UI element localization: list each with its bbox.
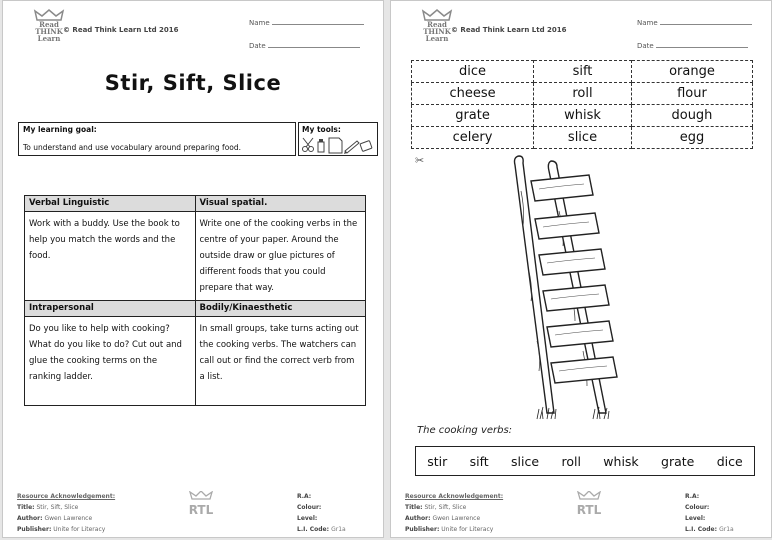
ack-title-value: Stir, Sift, Slice (36, 504, 79, 511)
ack-author-label: Author: (17, 515, 43, 522)
copyright: © Read Think Learn Ltd 2016 (451, 26, 567, 34)
name-field[interactable] (249, 17, 364, 27)
goal-heading: My learning goal: (23, 125, 97, 134)
resource-acknowledgement (17, 491, 115, 535)
ack-author-value: Gwen Lawrence (432, 515, 481, 522)
rtl-text: RTL (188, 503, 214, 517)
tools-icons (301, 136, 373, 154)
worksheet-page-1 (2, 0, 384, 538)
ack-heading: Resource Acknowledgement: (17, 493, 116, 500)
ra-label: R.A: (685, 493, 700, 500)
lcode-value: Gr1a (331, 526, 346, 533)
read-think-learn-logo (421, 9, 453, 53)
read-think-learn-logo (33, 9, 65, 53)
resource-details (685, 491, 734, 535)
resource-details (297, 491, 346, 535)
verb-item[interactable]: stir (427, 453, 448, 469)
grid-text-bodily: In small groups, take turns acting out the cooking verbs. The watchers can call out or find the correct verb from a list. (195, 317, 366, 406)
colour-label: Colour: (685, 504, 710, 511)
word-card[interactable]: roll (534, 83, 632, 105)
ranking-ladder (509, 151, 623, 421)
logo-word-3: Learn (425, 34, 449, 43)
level-label: Level: (297, 515, 318, 522)
verb-item[interactable]: slice (511, 453, 540, 469)
name-label: Name (249, 19, 270, 27)
cooking-verbs-heading: The cooking verbs: (417, 425, 513, 436)
level-label: Level: (685, 515, 706, 522)
word-card[interactable]: cheese (412, 83, 534, 105)
tools-heading: My tools: (302, 125, 341, 134)
date-field[interactable] (637, 40, 748, 50)
ra-label: R.A: (297, 493, 312, 500)
ack-title-label: Title: (17, 504, 35, 511)
cooking-verbs-strip (415, 446, 755, 476)
scissors-icon: ✂ (415, 154, 425, 167)
lcode-value: Gr1a (719, 526, 734, 533)
grid-text-visual: Write one of the cooking verbs in the centre of your paper. Around the outside draw or glue pictures of different foods that you could prepare that way. (195, 212, 366, 301)
ack-publisher-label: Publisher: (405, 526, 440, 533)
verb-item[interactable]: sift (469, 453, 489, 469)
word-card[interactable]: egg (631, 127, 752, 149)
logo-word-2: THINK (35, 27, 63, 36)
date-field[interactable] (249, 40, 360, 50)
activity-grid (24, 195, 366, 406)
grid-heading-verbal: Verbal Linguistic (25, 196, 196, 212)
logo-word-1: Read (39, 20, 59, 29)
date-label: Date (249, 42, 266, 50)
learning-goal-box (18, 122, 296, 156)
page-title: Stir, Sift, Slice (104, 71, 282, 95)
ack-heading: Resource Acknowledgement: (405, 493, 504, 500)
word-card[interactable]: sift (534, 61, 632, 83)
name-field[interactable] (637, 17, 752, 27)
logo-word-3: Learn (37, 34, 61, 43)
word-card[interactable]: flour (631, 83, 752, 105)
lcode-label: L.I. Code: (297, 526, 329, 533)
word-card[interactable]: slice (534, 127, 632, 149)
ack-title-value: Stir, Sift, Slice (424, 504, 467, 511)
rtl-footer-logo (181, 489, 221, 517)
ack-publisher-value: Unite for Literacy (53, 526, 106, 533)
resource-acknowledgement (405, 491, 503, 535)
grid-text-intrapersonal: Do you like to help with cooking? What do you like to do? Cut out and glue the cooking terms on the ranking ladder. (25, 317, 196, 406)
date-label: Date (637, 42, 654, 50)
grid-heading-visual: Visual spatial. (195, 196, 366, 212)
ack-publisher-value: Unite for Literacy (441, 526, 494, 533)
paper-icon (329, 138, 342, 153)
grid-heading-intrapersonal: Intrapersonal (25, 301, 196, 317)
ack-author-label: Author: (405, 515, 431, 522)
rtl-text: RTL (576, 503, 602, 517)
word-card[interactable]: dough (631, 105, 752, 127)
word-card[interactable]: grate (412, 105, 534, 127)
cut-out-word-grid (411, 60, 753, 149)
verb-item[interactable]: dice (716, 453, 743, 469)
verb-item[interactable]: grate (661, 453, 695, 469)
crown-icon (577, 491, 601, 500)
grid-heading-bodily: Bodily/Kinaesthetic (195, 301, 366, 317)
worksheet-page-2 (390, 0, 772, 538)
ack-author-value: Gwen Lawrence (44, 515, 93, 522)
copyright: © Read Think Learn Ltd 2016 (63, 26, 179, 34)
verb-item[interactable]: roll (561, 453, 581, 469)
logo-word-2: THINK (423, 27, 451, 36)
goal-text: To understand and use vocabulary around preparing food. (23, 143, 242, 152)
scissors-icon (303, 138, 314, 152)
crown-icon (189, 491, 213, 500)
word-card[interactable]: dice (412, 61, 534, 83)
word-card[interactable]: whisk (534, 105, 632, 127)
name-label: Name (637, 19, 658, 27)
ack-publisher-label: Publisher: (17, 526, 52, 533)
verb-item[interactable]: whisk (603, 453, 639, 469)
word-card[interactable]: orange (631, 61, 752, 83)
pencil-icon (344, 141, 359, 154)
glue-icon (318, 139, 324, 152)
lcode-label: L.I. Code: (685, 526, 717, 533)
tools-box (298, 122, 378, 156)
word-card[interactable]: celery (412, 127, 534, 149)
eraser-icon (360, 141, 372, 152)
rtl-footer-logo (569, 489, 609, 517)
colour-label: Colour: (297, 504, 322, 511)
grid-text-verbal: Work with a buddy. Use the book to help you match the words and the food. (25, 212, 196, 301)
logo-word-1: Read (427, 20, 447, 29)
ack-title-label: Title: (405, 504, 423, 511)
